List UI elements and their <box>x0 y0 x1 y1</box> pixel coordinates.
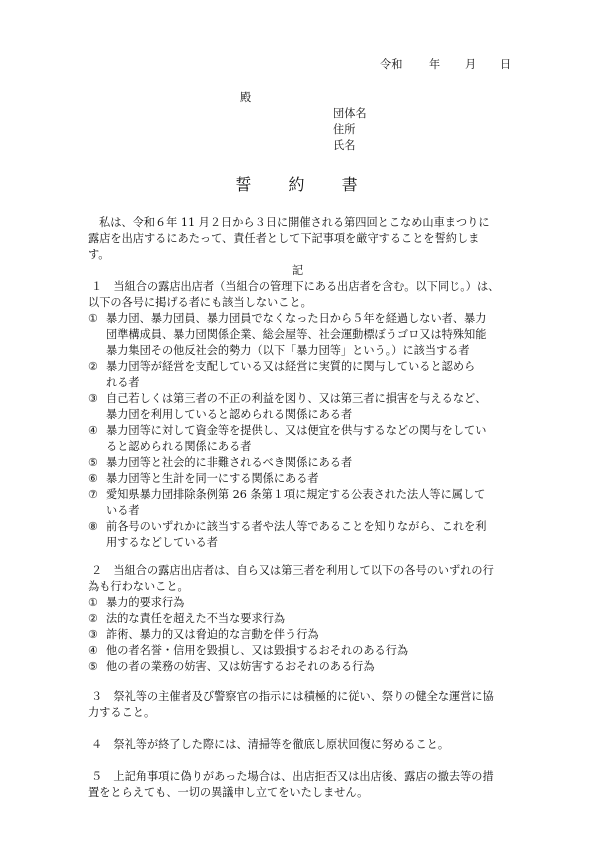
section1-item-4-line-2: ると認められる関係にある者 <box>106 440 252 453</box>
section2-item-1-mark: ① <box>88 596 99 609</box>
sender-group-label: 団体名 <box>333 107 367 120</box>
section1-item-6-line-1: 暴力団等と生計を同一にする関係にある者 <box>106 472 319 485</box>
section2-line-2: 為も行わないこと。 <box>88 580 189 593</box>
ki-heading: 記 <box>292 264 304 277</box>
section1-item-3-mark: ③ <box>88 392 99 405</box>
section2-item-5-text: 他の者の業務の妨害、又は妨害するおそれのある行為 <box>106 660 375 673</box>
section3-line-2: 力すること。 <box>88 706 156 719</box>
intro-line-1: 私は、令和６年 11 月２日から３日に開催される第四回とこなめ山車まつりに <box>99 216 490 229</box>
section5-line-2: 置をとらえても、一切の異議申し立てをいたしません。 <box>88 786 369 799</box>
section1-item-8-line-1: 前各号のいずれかに該当する者や法人等であることを知りながら、これを利 <box>106 520 487 533</box>
section2-item-4-mark: ④ <box>88 644 99 657</box>
intro-line-2: 露店を出店するにあたって、責任者として下記事項を厳守することを誓約しま <box>88 232 480 245</box>
section4-line-1: ４ 祭礼等が終了した際には、清掃等を徹底し原状回復に努めること。 <box>91 738 450 751</box>
section1-item-4-line-1: 暴力団等に対して資金等を提供し、又は便宜を供与するなどの関与をしてい <box>106 424 487 437</box>
section2-item-2-text: 法的な責任を超えた不当な要求行為 <box>106 612 286 625</box>
section1-item-3-line-1: 自己若しくは第三者の不正の利益を図り、又は第三者に損害を与えるなど、 <box>106 392 487 405</box>
section1-item-5-line-1: 暴力団等と社会的に非難されるべき関係にある者 <box>106 456 353 469</box>
intro-line-3: す。 <box>88 248 110 261</box>
section2-item-2-mark: ② <box>88 612 99 625</box>
section1-item-5-mark: ⑤ <box>88 456 99 469</box>
section1-line-2: 以下の各号に掲げる者にも該当しないこと。 <box>88 296 312 309</box>
section1-item-1-mark: ① <box>88 312 99 325</box>
title-char-2: 約 <box>288 175 307 194</box>
section1-item-2-line-1: 暴力団等が経営を支配している又は経営に実質的に関与していると認めら <box>106 360 476 373</box>
title-char-3: 書 <box>341 175 360 194</box>
addressee-honorific: 殿 <box>240 91 252 104</box>
title-char-1: 誓 <box>235 175 254 194</box>
section2-item-1-text: 暴力的要求行為 <box>106 596 185 609</box>
section1-item-7-line-1: 愛知県暴力団排除条例第 26 条第１項に規定する公表された法人等に属して <box>106 488 486 501</box>
section1-item-8-line-2: 用するなどしている者 <box>106 536 218 549</box>
document-title <box>0 172 595 195</box>
section5-line-1: ５ 上記角事項に偽りがあった場合は、出店拒否又は出店後、露店の撤去等の措 <box>91 770 494 783</box>
date-year: 年 <box>429 58 441 71</box>
section1-item-2-mark: ② <box>88 360 99 373</box>
section1-item-8-mark: ⑧ <box>88 520 99 533</box>
section3-line-1: ３ 祭礼等の主催者及び警察官の指示には積極的に従い、祭りの健全な運営に協 <box>91 690 494 703</box>
section1-item-1-line-1: 暴力団、暴力団員、暴力団員でなくなった日から５年を経過しない者、暴力 <box>106 312 487 325</box>
sender-name-label: 氏名 <box>333 139 356 152</box>
section1-item-7-mark: ⑦ <box>88 488 99 501</box>
section2-item-4-text: 他の者名誉・信用を毀損し、又は毀損するおそれのある行為 <box>106 644 409 657</box>
section1-item-3-line-2: 暴力団を利用していると認められる関係にある者 <box>106 408 353 421</box>
section1-item-1-line-2: 団準構成員、暴力団関係企業、総会屋等、社会運動標ぼうゴロ又は特殊知能 <box>106 328 487 341</box>
section1-item-4-mark: ④ <box>88 424 99 437</box>
date-day: 日 <box>500 58 512 71</box>
date-era: 令和 <box>380 58 403 71</box>
section1-line-1: １ 当組合の露店出店者（当組合の管理下にある出店者を含む。以下同じ。）は、 <box>91 280 500 293</box>
section1-item-7-line-2: いる者 <box>106 504 140 517</box>
section1-item-1-line-3: 暴力集団その他反社会的勢力（以下「暴力団等」という。）に該当する者 <box>106 344 470 357</box>
section2-item-3-text: 詐術、暴力的又は脅迫的な言動を伴う行為 <box>106 628 319 641</box>
section1-item-6-mark: ⑥ <box>88 472 99 485</box>
section1-item-2-line-2: れる者 <box>106 376 140 389</box>
sender-address-label: 住所 <box>333 123 356 136</box>
section2-item-3-mark: ③ <box>88 628 99 641</box>
section2-item-5-mark: ⑤ <box>88 660 99 673</box>
date-month: 月 <box>465 58 477 71</box>
section2-line-1: ２ 当組合の露店出店者は、自ら又は第三者を利用して以下の各号のいずれの行 <box>91 564 494 577</box>
